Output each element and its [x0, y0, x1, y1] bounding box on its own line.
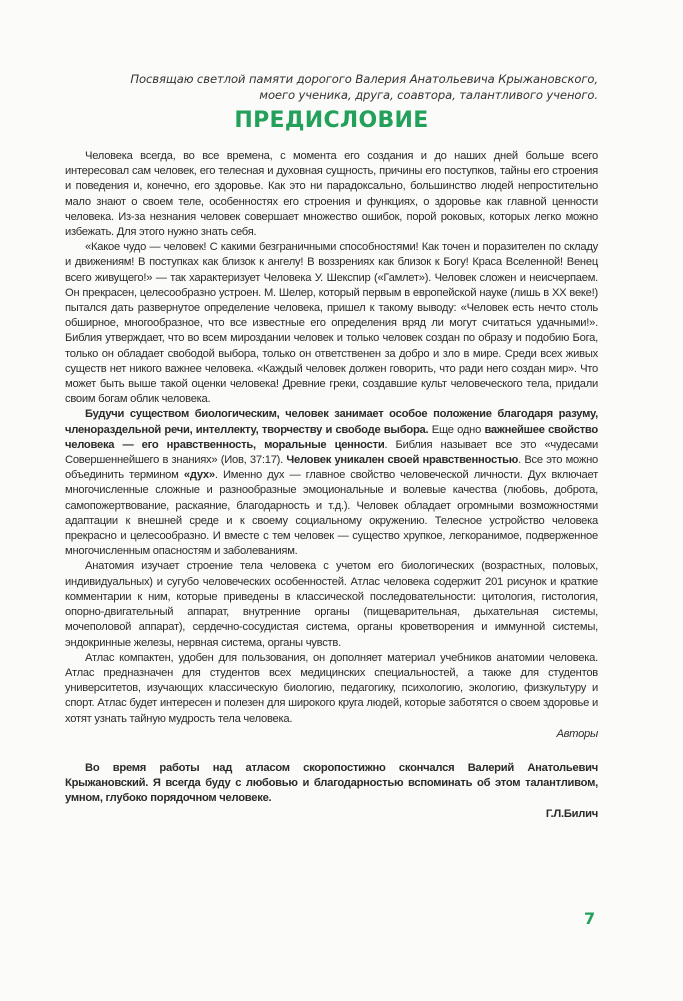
paragraph-3 — [65, 407, 598, 559]
bold-phrase: Будучи существом биологическим, человек занимает особое положение благодаря разуму, членораздельной речи, интеллекту, творчеству и свободе выбора. — [65, 408, 598, 436]
dedication — [65, 72, 598, 103]
bold-phrase: важнейшее свойство человека — его нравственность, моральные ценности — [65, 423, 598, 451]
paragraph-5: Атлас компактен, удобен для пользования, он дополняет материал учебников анатомии человека. Атлас предназначен для студентов всех медицинских специальностей, а также для студентов университетов, изучающих классическую биологию, педагогику, психологию, экологию, физкультуру и спорт. Атлас будет интересен и полезен для широкого круга людей, которые заботятся о своем здоровье и хотят узнать тайную мудрость тела человека. — [65, 651, 598, 725]
memorial-paragraph: Во время работы над атласом скоропостижно скончался Валерий Анатольевич Крыжановский. Я всегда буду с любовью и благодарностью вспоминать об этом талантливом, умном, глубоко порядочном человеке. — [65, 761, 598, 805]
paragraph-1: Человека всегда, во все времена, с момента его создания и до наших дней больше всего интересовал сам человек, его телесная и духовная сущность, причины его поступков, тайны его строения и поведения и, конечно, его здоровье. Как это ни парадоксально, большинство людей непростительно мало знают о своем теле, особенностях его строения и функциях, о здоровье как главной ценности человека. Из-за незнания человек совершает множество ошибок, порой роковых, которых легко можно избежать. Для этого нужно знать себя. — [65, 150, 598, 239]
authors-signature: Авторы — [556, 727, 598, 740]
paragraph-2: «Какое чудо — человек! С какими безграничными способностями! Как точен и поразителен по складу и движениям! В поступках как близок к ангелу! В воззрениях как близок к Богу! Краса Вселенной! Венец всего живущего!» — так характеризует Человека У. Шекспир («Гамлет»). Человек сложен и неисчерпаем. Он прекрасен, целесообразно устроен. М. Шелер, который первым в европейской науке (лишь в XX веке!) пытался дать развернутое определение человека, пришел к такому выводу: «Человек есть нечто столь обширное, многообразное, что все известные его определения вряд ли могут считаться удачными!». Библия утверждает, что во всем мироздании человек и только человек создан по образу и подобию Бога, только он обладает свободой выбора, только он ответственен за добро и зло в мире. Среди всех живых существ нет никого важнее человека. «Каждый человек должен говорить, что ради него создан мир». Что может быть выше такой оценки человека! Древние греки, создавшие культ человеческого тела, придали своим богам облик человека. — [65, 241, 598, 406]
text-run: Еще одно — [428, 423, 485, 436]
bold-phrase: «дух» — [183, 469, 215, 482]
dedication-line-2: моего ученика, друга, соавтора, талантливого ученого. — [259, 87, 598, 102]
paragraph-4: Анатомия изучает строение тела человека с учетом его биологических (возрастных, половых, индивидуальных) и сугубо человеческих особенностей. Атлас человека содержит 201 рисунок и краткие комментарии к ним, которые приведены в классической последовательности: цитология, гистология, опорно-двигательный аппарат, внутренние органы (пищеварительная, дыхательная системы, мочеполовой аппарат), сердечно-сосудистая система, органы кроветворения и иммунной системы, эндокринные железы, нервная система, органы чувств. — [65, 560, 598, 649]
text-run: . Все это можно объединить термином — [65, 454, 598, 482]
preface-body — [65, 149, 598, 822]
bold-phrase: Человек уникален своей нравственностью — [286, 454, 519, 467]
page-number: 7 — [584, 909, 596, 928]
page-title: ПРЕДИСЛОВИЕ — [234, 108, 429, 133]
text-run: . Именно дух — главное свойство человеческой личности. Дух включает многочисленные сложные и разнообразные эмоциональные и волевые качества (любовь, доброта, самопожертвование, раскаяние, благодарность и т.д.). Человек обладает огромными возможностями адаптации к внешней среде и к своему социальному окружению. Телесное устройство человека прекрасно и целесообразно. И вместе с тем человек — существо хрупкое, легкоранимое, подверженное многочисленным опасностям и заболеваниям. — [65, 469, 599, 558]
author-signature: Г.Л.Билич — [545, 807, 598, 820]
text-run: . Библия называет все это «чудесами Совершеннейшего в знаниях» (Иов, 37:17). — [65, 438, 598, 467]
dedication-line-1: Посвящаю светлой памяти дорогого Валерия Анатольевича Крыжановского, — [130, 72, 598, 86]
